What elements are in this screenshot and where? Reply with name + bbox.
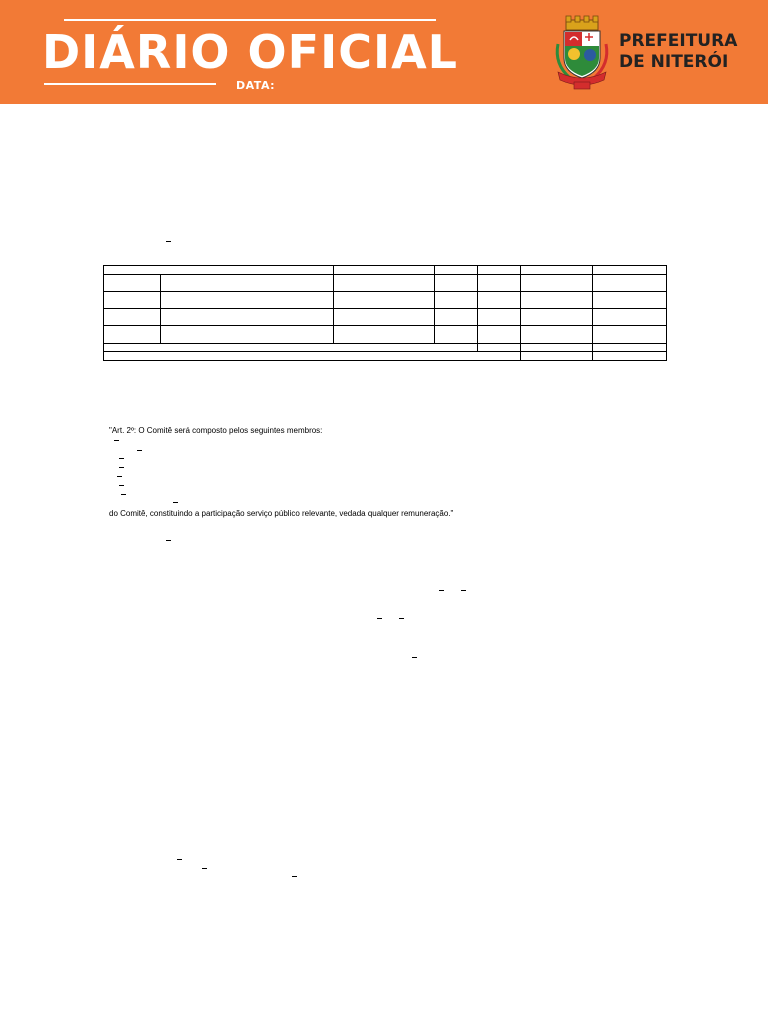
prefecture-name xyxy=(619,31,759,73)
dash-mark xyxy=(292,876,297,877)
dash-mark xyxy=(177,859,182,860)
dash-mark xyxy=(121,494,126,495)
dash-mark xyxy=(202,868,207,869)
date-label: DATA: xyxy=(236,79,276,92)
table-row xyxy=(104,291,667,308)
dash-mark xyxy=(119,467,124,468)
header-bottom-rule xyxy=(44,83,216,85)
closing-text: do Comitê, constituindo a participação serviço público relevante, vedada qualquer remuneração." xyxy=(109,509,454,518)
dash-mark xyxy=(399,618,404,619)
dash-mark xyxy=(439,590,444,591)
data-table xyxy=(103,265,667,361)
dash-mark xyxy=(166,241,171,242)
dash-mark xyxy=(117,476,122,477)
table-row xyxy=(104,309,667,326)
prefecture-name-line-2: DE NITERÓI xyxy=(619,52,729,72)
header-top-rule xyxy=(64,19,436,21)
dash-mark xyxy=(377,618,382,619)
table-row xyxy=(104,274,667,291)
dash-mark xyxy=(412,657,417,658)
dash-mark xyxy=(119,458,124,459)
dash-mark xyxy=(461,590,466,591)
dash-mark xyxy=(166,540,171,541)
table-row xyxy=(104,326,667,343)
newspaper-title: DIÁRIO OFICIAL xyxy=(42,25,458,79)
dash-mark xyxy=(173,502,178,503)
table-row xyxy=(104,343,667,352)
dash-mark xyxy=(137,450,142,451)
page-header xyxy=(0,0,768,104)
dash-mark xyxy=(114,440,119,441)
dash-mark xyxy=(119,485,124,486)
prefecture-name-line-1: PREFEITURA xyxy=(619,31,738,51)
table-row xyxy=(104,266,667,275)
table-row xyxy=(104,352,667,361)
article-text: "Art. 2º: O Comitê será composto pelos seguintes membros: xyxy=(109,426,323,435)
niteroi-coat-of-arms-icon xyxy=(552,14,612,90)
